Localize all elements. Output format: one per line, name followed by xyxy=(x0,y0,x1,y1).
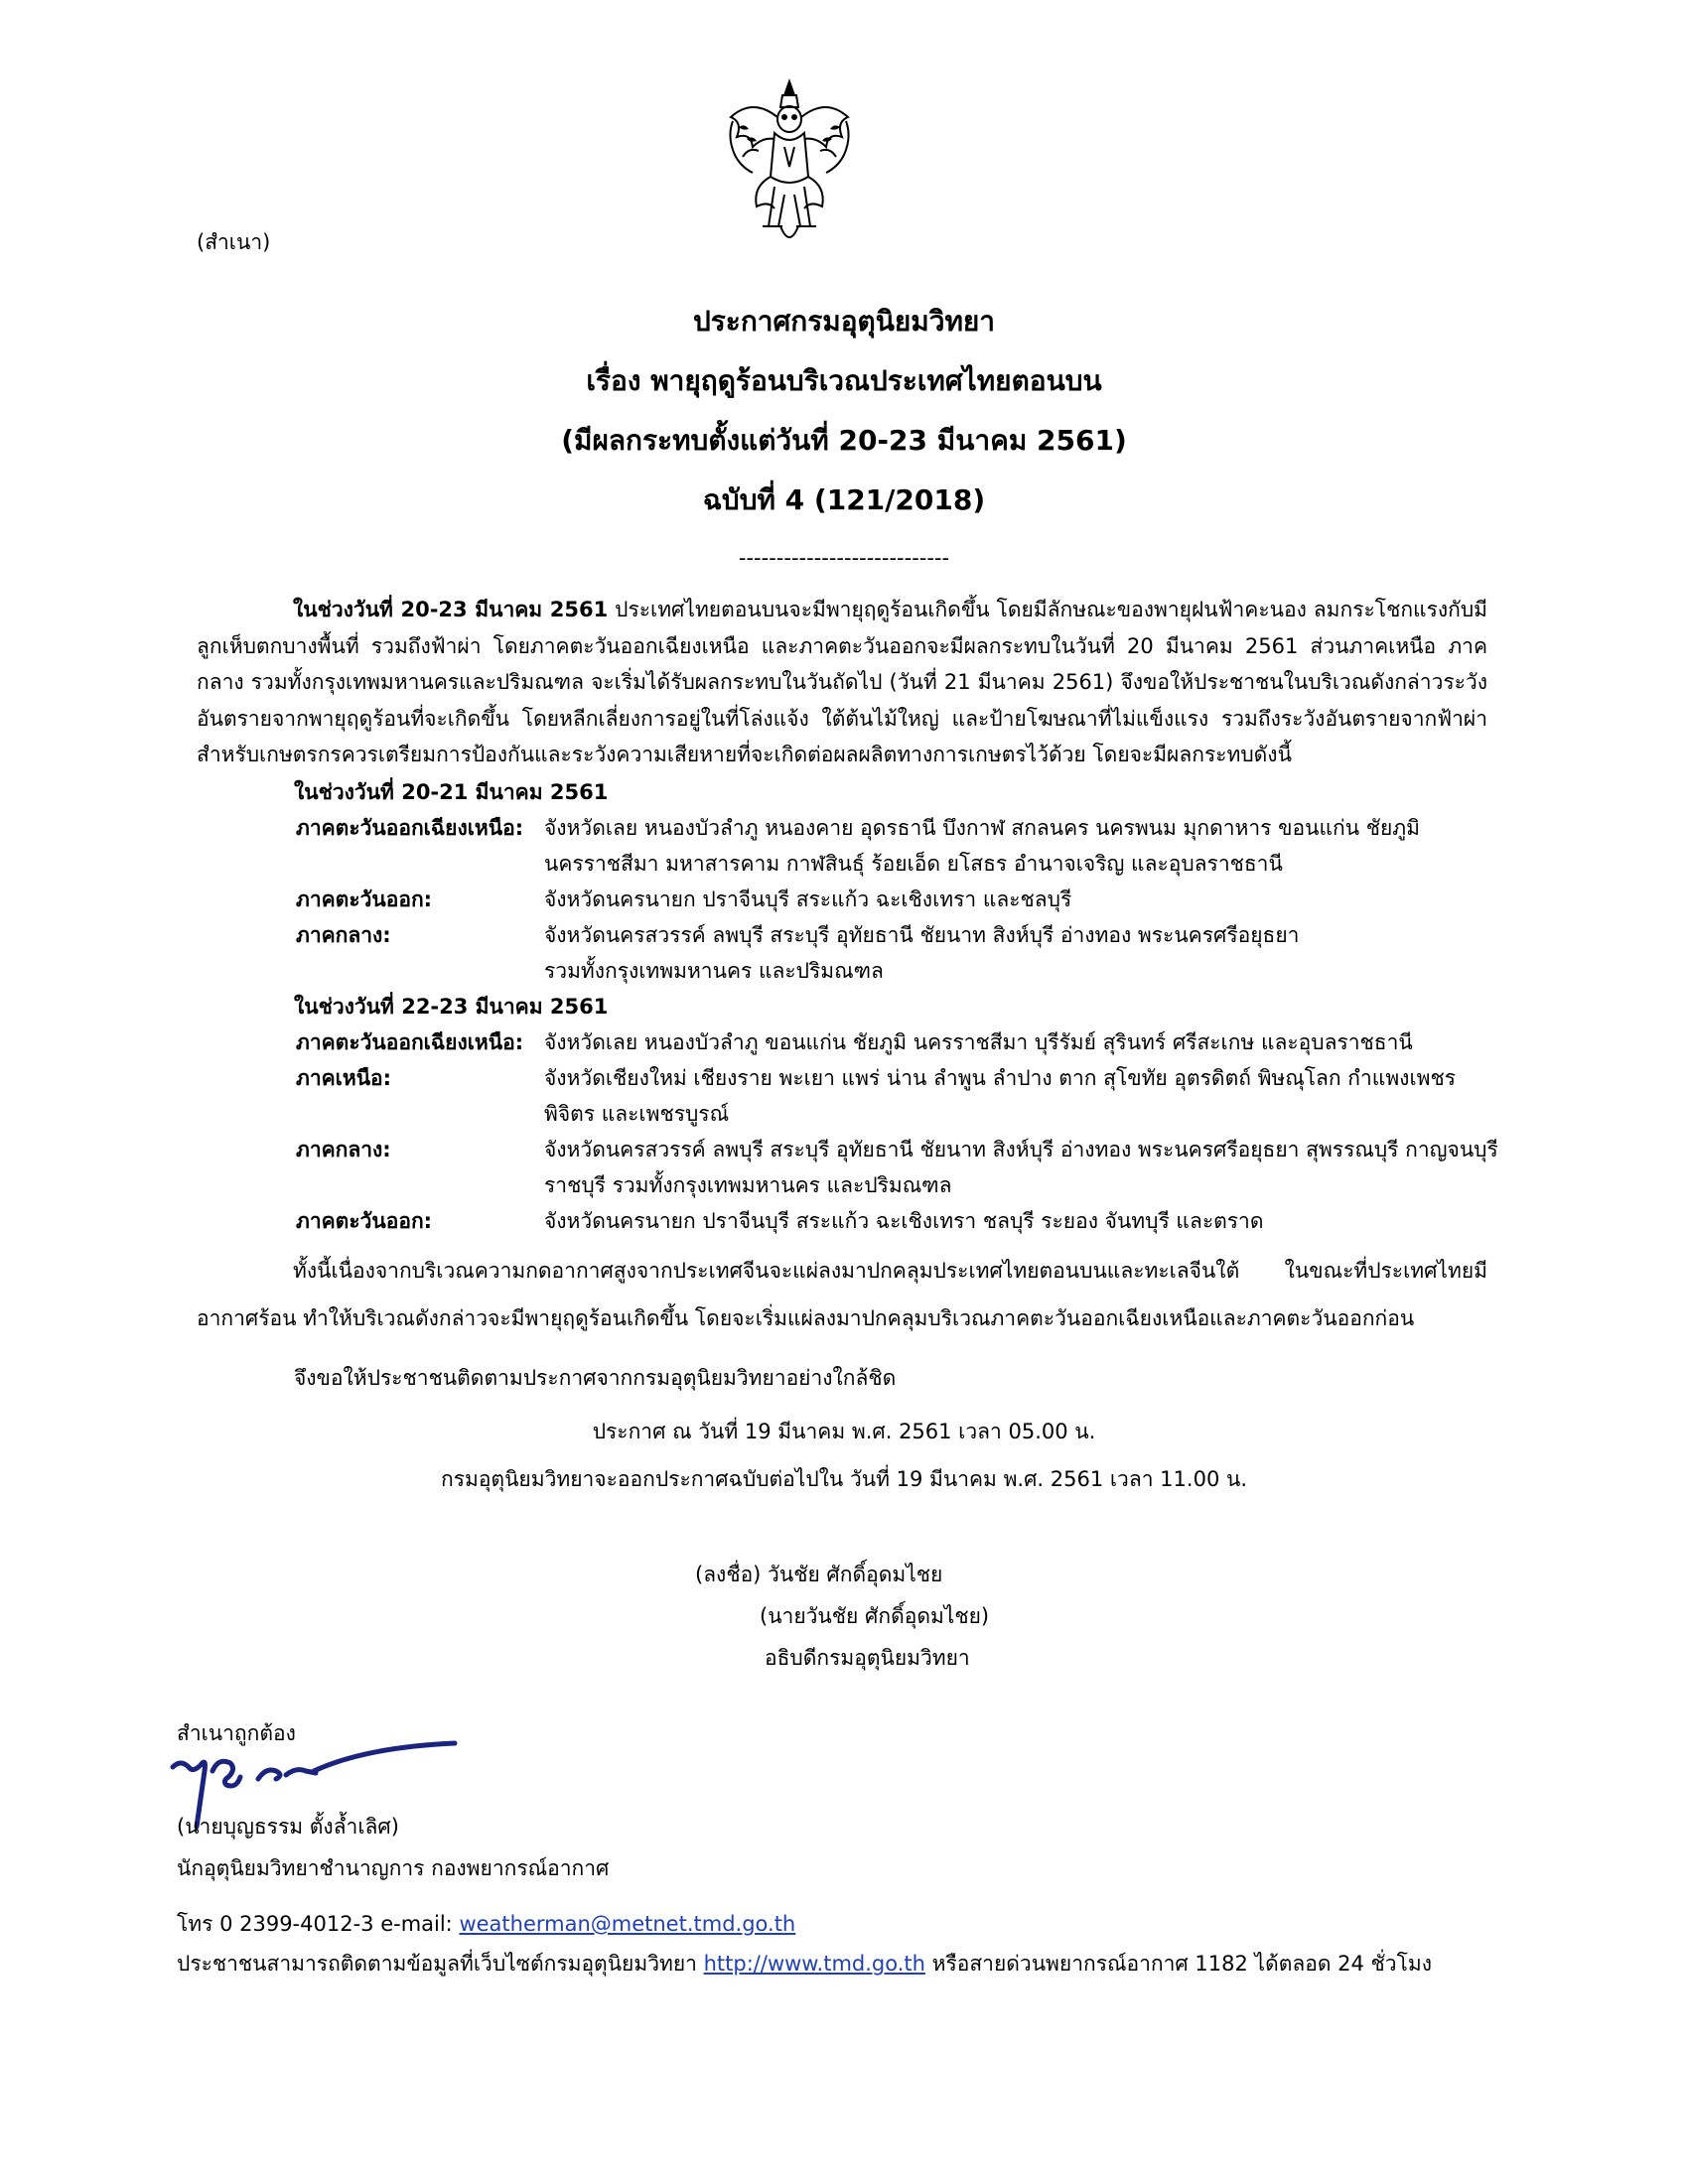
period2-region-label: ภาคตะวันออกเฉียงเหนือ: xyxy=(296,1030,524,1054)
announcement-issue-number: ฉบับที่ 4 (121/2018) xyxy=(702,483,986,516)
period1-region-provinces: จังหวัดนครสวรรค์ ลพบุรี สระบุรี อุทัยธานี ชัยนาท สิงห์บุรี อ่างทอง พระนครศรีอยุธยา รวมทั้งกรุงเทพมหานคร และปริมณฑล xyxy=(544,923,1300,983)
website-link[interactable]: http://www.tmd.go.th xyxy=(703,1952,925,1976)
intro-body: ประเทศไทยตอนบนจะมีพายุฤดูร้อนเกิดขึ้น โดยมีลักษณะของพายุฝนฟ้าคะนอง ลมกระโชกแรงกับมีลูกเห็บตกบางพื้นที่ รวมถึงฟ้าผ่า โดยภาคตะวันออกเฉียงเหนือ และภาคตะวันออกจะมีผลกระทบในวันที่ 20 มีนาคม 2561 ส่วนภาคเหนือ ภาคกลาง รวมทั้งกรุงเทพมหานครและปริมณฑล จะเริ่มได้รับผลกระทบในวันถัดไป (วันที่ 21 มีนาคม 2561) จึงขอให้ประชาชนในบริเวณดังกล่าวระวังอันตรายจากพายุฤดูร้อนที่จะเกิดขึ้น โดยหลีกเลี่ยงการอยู่ในที่โล่งแจ้ง ใต้ต้นไม้ใหญ่ และป้ายโฆษณาที่ไม่แข็งแรง รวมถึงระวังอันตรายจากฟ้าผ่า สำหรับเกษตรกรควรเตรียมการป้องกันและระวังความเสียหายที่จะเกิดต่อผลผลิตทางการเกษตรไว้ด้วย โดยจะมีผลกระทบดังนี้ xyxy=(197,598,1487,766)
period1-region-label: ภาคกลาง: xyxy=(296,923,391,947)
period2-region-label: ภาคเหนือ: xyxy=(296,1066,392,1090)
period1-region-provinces: จังหวัดนครนายก ปราจีนบุรี สระแก้ว ฉะเชิงเทรา และชลบุรี xyxy=(544,887,1072,911)
intro-paragraph xyxy=(197,592,1487,773)
certifier-name: (นายบุญธรรม ตั้งล้ำเลิศ) xyxy=(177,1815,399,1839)
announcement-title: ประกาศกรมอุตุนิยมวิทยา xyxy=(692,305,996,338)
director-name: (นายวันชัย ศักดิ์อุดมไชย) xyxy=(760,1604,990,1628)
period1-region-label: ภาคตะวันออกเฉียงเหนือ: xyxy=(296,816,524,840)
cause-paragraph: ทั้งนี้เนื่องจากบริเวณความกดอากาศสูงจากประเทศจีนจะแผ่ลงมาปกคลุมประเทศไทยตอนบนและทะเลจีนใต้ ในขณะที่ประเทศไทยมีอากาศร้อน ทำให้บริเวณดังกล่าวจะมีพายุฤดูร้อนเกิดขึ้น โดยจะเริ่มแผ่ลงมาปกคลุมบริเวณภาคตะวันออกเฉียงเหนือและภาคตะวันออกก่อน xyxy=(197,1259,1487,1330)
copy-mark: (สำเนา) xyxy=(197,230,271,254)
period2-heading: ในช่วงวันที่ 22-23 มีนาคม 2561 xyxy=(294,995,609,1019)
certified-copy-label: สำเนาถูกต้อง xyxy=(177,1721,296,1745)
request-text: จึงขอให้ประชาชนติดตามประกาศจากกรมอุตุนิยมวิทยาอย่างใกล้ชิด xyxy=(294,1366,897,1390)
period2-region-provinces: จังหวัดนครนายก ปราจีนบุรี สระแก้ว ฉะเชิงเทรา ชลบุรี ระยอง จันทบุรี และตราด xyxy=(544,1209,1264,1233)
director-signed: (ลงชื่อ) วันชัย ศักดิ์อุดมไชย xyxy=(695,1563,943,1586)
announcement-subject: เรื่อง พายุฤดูร้อนบริเวณประเทศไทยตอนบน xyxy=(586,364,1102,397)
period1-region-provinces: จังหวัดเลย หนองบัวลำภู หนองคาย อุดรธานี บึงกาฬ สกลนคร นครพนม มุกดาหาร ขอนแก่น ชัยภูมิ นครราชสีมา มหาสารคาม กาฬสินธุ์ ร้อยเอ็ด ยโสธร อำนาจเจริญ และอุบลราชธานี xyxy=(544,816,1420,876)
period1-heading: ในช่วงวันที่ 20-21 มีนาคม 2561 xyxy=(294,780,609,804)
contact-phone-email: โทร 0 2399-4012-3 e-mail: weatherman@metnet.tmd.go.th xyxy=(177,1912,796,1936)
announcement-effect-period: (มีผลกระทบตั้งแต่วันที่ 20-23 มีนาคม 2561) xyxy=(561,424,1127,457)
email-link[interactable]: weatherman@metnet.tmd.go.th xyxy=(459,1912,796,1936)
director-position: อธิบดีกรมอุตุนิยมวิทยา xyxy=(765,1646,970,1670)
title-divider: ---------------------------- xyxy=(738,546,950,570)
contact-website: ประชาชนสามารถติดตามข้อมูลที่เว็บไซต์กรมอุตุนิยมวิทยา http://www.tmd.go.th หรือสายด่วนพยากรณ์อากาศ 1182 ได้ตลอด 24 ชั่วโมง xyxy=(177,1952,1432,1976)
intro-lead: ในช่วงวันที่ 20-23 มีนาคม 2561 xyxy=(293,598,609,621)
garuda-emblem xyxy=(723,77,857,251)
period1-region-label: ภาคตะวันออก: xyxy=(296,887,433,911)
period2-region-provinces: จังหวัดเลย หนองบัวลำภู ขอนแก่น ชัยภูมิ นครราชสีมา บุรีรัมย์ สุรินทร์ ศรีสะเกษ และอุบลราชธานี xyxy=(544,1030,1413,1054)
period2-region-provinces: จังหวัดเชียงใหม่ เชียงราย พะเยา แพร่ น่าน ลำพูน ลำปาง ตาก สุโขทัย อุตรดิตถ์ พิษณุโลก กำแพงเพชร พิจิตร และเพชรบูรณ์ xyxy=(544,1066,1456,1126)
period2-region-label: ภาคตะวันออก: xyxy=(296,1209,433,1233)
certifier-position: นักอุตุนิยมวิทยาชำนาญการ กองพยากรณ์อากาศ xyxy=(177,1856,610,1880)
period2-region-provinces: จังหวัดนครสวรรค์ ลพบุรี สระบุรี อุทัยธานี ชัยนาท สิงห์บุรี อ่างทอง พระนครศรีอยุธยา สุพรรณบุรี กาญจนบุรี ราชบุรี รวมทั้งกรุงเทพมหานคร และปริมณฑล xyxy=(544,1138,1498,1197)
next-issue-notice: กรมอุตุนิยมวิทยาจะออกประกาศฉบับต่อไปใน วันที่ 19 มีนาคม พ.ศ. 2561 เวลา 11.00 น. xyxy=(440,1467,1248,1491)
announcement-date: ประกาศ ณ วันที่ 19 มีนาคม พ.ศ. 2561 เวลา 05.00 น. xyxy=(592,1420,1096,1443)
period2-region-label: ภาคกลาง: xyxy=(296,1138,391,1161)
